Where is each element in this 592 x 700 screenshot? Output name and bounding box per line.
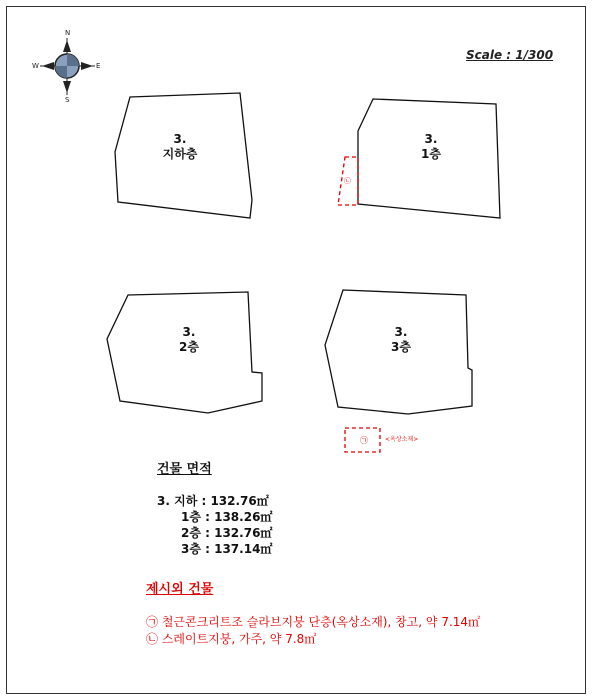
compass-west-label: W <box>32 62 39 70</box>
compass-icon <box>40 38 95 95</box>
floor-name: 지하층 <box>162 147 198 161</box>
annex-marker-1: ㉡ <box>344 177 351 185</box>
area-floor: 지하 <box>174 494 198 508</box>
floor-label-1f <box>401 132 461 162</box>
floor-name: 2층 <box>179 340 199 354</box>
floor-number: 3. <box>394 325 408 339</box>
excluded-item-2: ㉡ 스레이트지붕, 가주, 약 7.8㎡ <box>146 632 317 646</box>
area-floor: 2층 <box>181 526 201 540</box>
annex-marker-2: ㉠ <box>360 436 368 445</box>
floor-number: 3. <box>182 325 196 339</box>
area-value: 138.26㎡ <box>214 510 273 524</box>
rooftop-note: <옥상소재> <box>385 436 419 443</box>
floor-label-basement <box>150 132 210 162</box>
area-value: 137.14㎡ <box>214 542 273 556</box>
floor-number: 3. <box>173 132 187 146</box>
compass-north-label: N <box>65 29 71 37</box>
compass-east-label: E <box>96 62 101 70</box>
excluded-buildings-title: 제시외 건물 <box>146 582 214 597</box>
area-floor: 3층 <box>181 542 201 556</box>
excluded-item-1: ㉠ 철근콘크리트조 슬라브지붕 단층(옥상소재), 창고, 약 7.14㎡ <box>146 615 481 629</box>
area-row-basement: 3. 지하 : 132.76㎡ <box>157 494 269 508</box>
floor-label-2f <box>159 325 219 355</box>
floor-name: 1층 <box>421 147 441 161</box>
area-value: 132.76㎡ <box>214 526 273 540</box>
area-row-3f: 3층 : 137.14㎡ <box>181 542 273 556</box>
floor-number: 3. <box>424 132 438 146</box>
scale-label: Scale : 1/300 <box>466 48 554 62</box>
building-area-title: 건물 면적 <box>157 462 212 477</box>
area-row-2f: 2층 : 132.76㎡ <box>181 526 273 540</box>
area-value: 132.76㎡ <box>210 494 269 508</box>
area-floor: 1층 <box>181 510 201 524</box>
compass-south-label: S <box>65 96 70 104</box>
area-row-1f: 1층 : 138.26㎡ <box>181 510 273 524</box>
floor-label-3f <box>371 325 431 355</box>
area-prefix: 3. <box>157 494 170 508</box>
floor-name: 3층 <box>391 340 411 354</box>
